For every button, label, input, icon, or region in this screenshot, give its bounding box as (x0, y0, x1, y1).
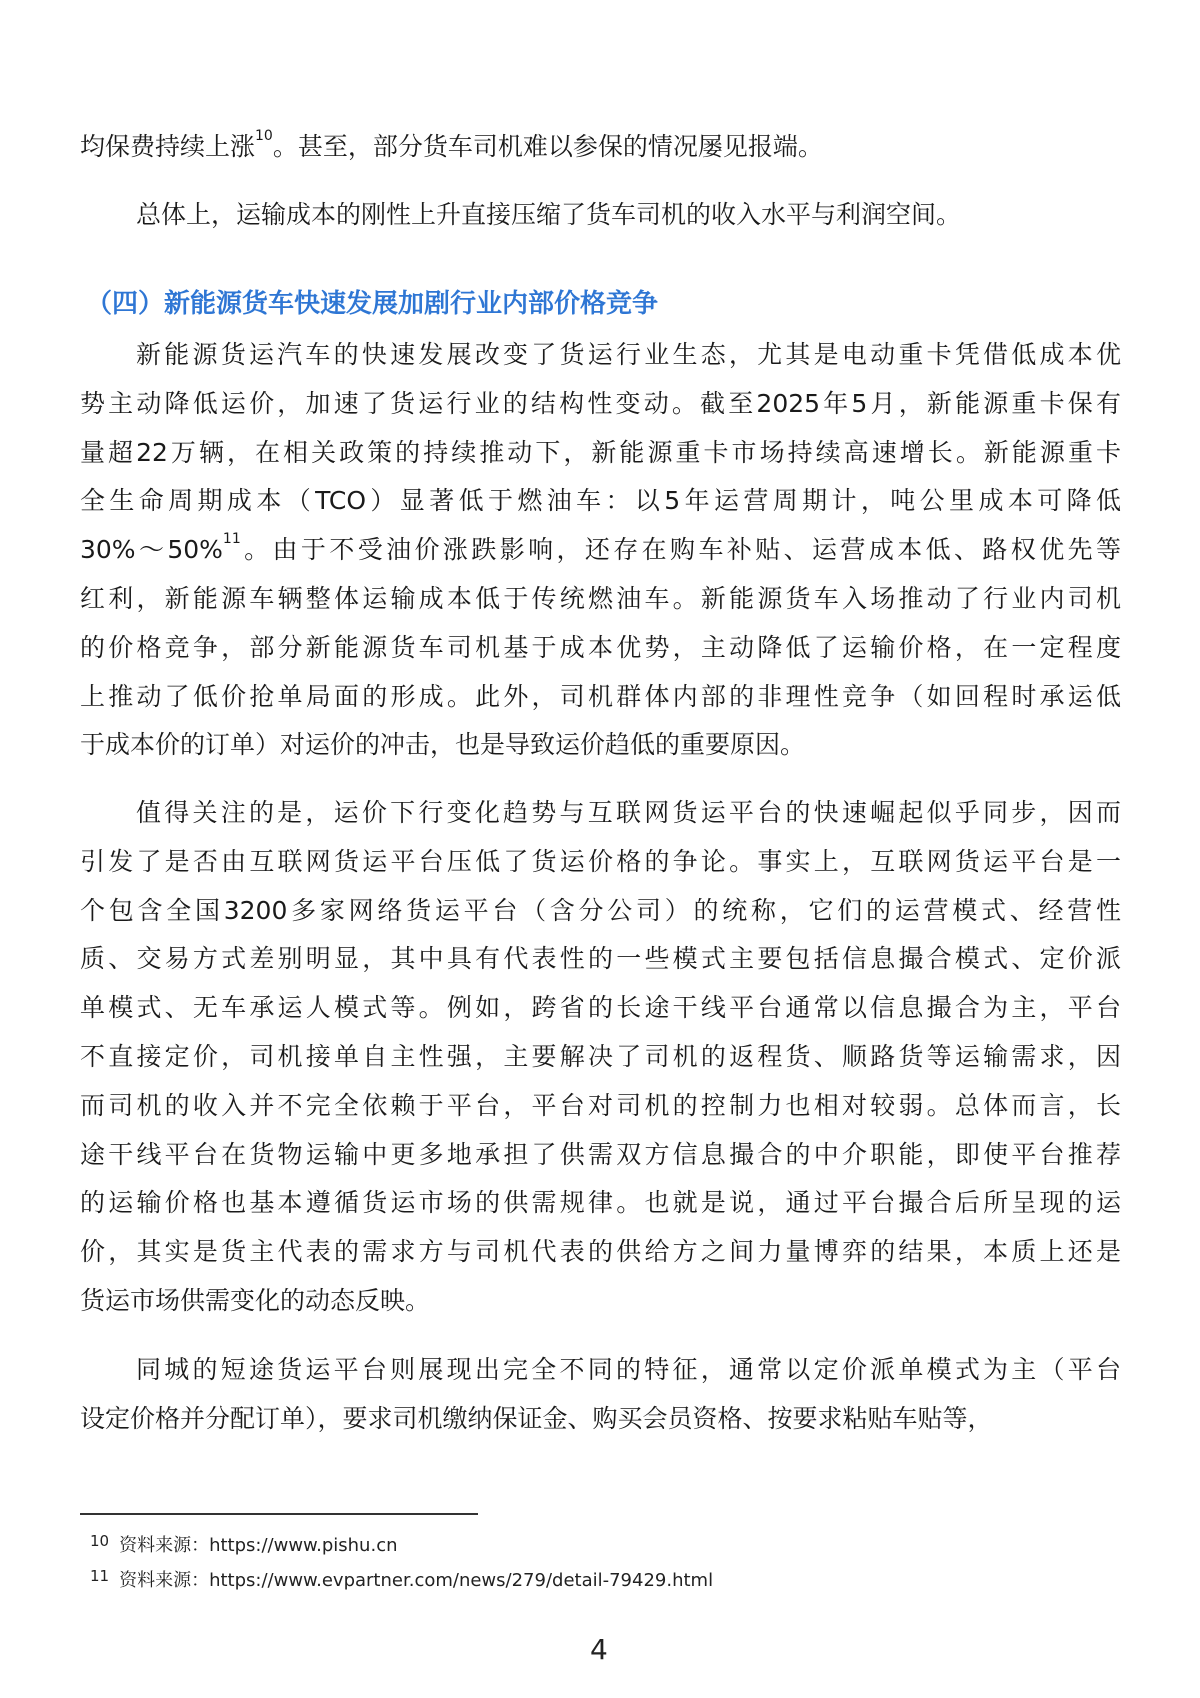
line-text: 全生命周期成本（TCO）显著低于燃油车：以5年运营周期计，吨公里成本可降低 (80, 486, 1121, 516)
footnote-11 (90, 1566, 713, 1592)
page-number: 4 (590, 1633, 608, 1666)
line-text: 而司机的收入并不完全依赖于平台，平台对司机的控制力也相对较弱。总体而言，长 (80, 1090, 1121, 1120)
line-text: 同城的短途货运平台则展现出完全不同的特征，通常以定价派单模式为主（平台 (136, 1355, 1121, 1384)
footnote-text: 资料来源：https://www.evpartner.com/news/279/detail-79429.html (119, 1570, 714, 1591)
footnote-reference[interactable]: 10 (255, 128, 273, 144)
line-text: 质、交易方式差别明显，其中具有代表性的一些模式主要包括信息撮合模式、定价派 (80, 944, 1121, 974)
line-text: 红利，新能源车辆整体运输成本低于传统燃油车。新能源货车入场推动了行业内司机 (80, 583, 1121, 613)
line-text: 途干线平台在货物运输中更多地承担了供需双方信息撮合的中介职能，即使平台推荐 (80, 1139, 1121, 1169)
line-text: 势主动降低运价，加速了货运行业的结构性变动。截至2025年5月，新能源重卡保有 (80, 388, 1121, 418)
text-line (80, 1179, 1121, 1228)
text-line (80, 984, 1121, 1033)
paragraph-platforms (80, 789, 1121, 1326)
text-line (80, 429, 1121, 478)
text-line (80, 575, 1121, 624)
text-line (80, 1346, 1121, 1395)
paragraph-continuation (80, 123, 1121, 172)
footnote-reference[interactable]: 11 (222, 531, 241, 548)
text-line (80, 1082, 1121, 1131)
footnote-number: 11 (90, 1567, 110, 1585)
text-line (80, 1131, 1121, 1180)
text-line (80, 721, 1121, 770)
line-text: 。甚至，部分货车司机难以参保的情况屡见报端。 (272, 132, 823, 161)
text-line (80, 887, 1121, 936)
text-line (80, 1228, 1121, 1277)
line-text: 设定价格并分配订单），要求司机缴纳保证金、购买会员资格、按要求粘贴车贴等， (80, 1403, 993, 1433)
paragraph-new-energy (80, 331, 1121, 770)
text-line (80, 1395, 1121, 1444)
line-text: 货运市场供需变化的动态反映。 (80, 1285, 431, 1315)
line-text: 单模式、无车承运人模式等。例如，跨省的长途干线平台通常以信息撮合为主，平台 (80, 993, 1121, 1023)
text-line (80, 673, 1121, 722)
text-line (80, 624, 1121, 673)
text-line (80, 191, 1121, 240)
line-text: 新能源货运汽车的快速发展改变了货运行业生态，尤其是电动重卡凭借低成本优 (136, 340, 1121, 369)
line-text: 总体上，运输成本的刚性上升直接压缩了货车司机的收入水平与利润空间。 (136, 200, 962, 229)
text-line (80, 1277, 1121, 1326)
line-text: 不直接定价，司机接单自主性强，主要解决了司机的返程货、顺路货等运输需求，因 (80, 1041, 1121, 1071)
text-line (80, 526, 1121, 575)
line-text: 量超22万辆，在相关政策的持续推动下，新能源重卡市场持续高速增长。新能源重卡 (80, 437, 1121, 467)
text-line (80, 477, 1121, 526)
footnote-number: 10 (90, 1532, 110, 1550)
text-line (80, 380, 1121, 429)
line-text: 值得关注的是，运价下行变化趋势与互联网货运平台的快速崛起似乎同步，因而 (136, 798, 1121, 827)
line-text: 均保费持续上涨 (80, 132, 256, 161)
text-line (80, 123, 1121, 172)
footnote-10 (90, 1531, 398, 1557)
line-text: 于成本价的订单）对运价的冲击，也是导致运价趋低的重要原因。 (80, 730, 806, 760)
paragraph-summary (80, 191, 1121, 240)
line-text: 上推动了低价抢单局面的形成。此外，司机群体内部的非理性竞争（如回程时承运低 (80, 681, 1121, 711)
footnote-divider (80, 1513, 478, 1515)
paragraph-city-platforms (80, 1346, 1121, 1444)
text-line (80, 1033, 1121, 1082)
text-line (80, 789, 1121, 838)
footnote-text: 资料来源：https://www.pishu.cn (119, 1535, 398, 1556)
line-text: 价，其实是货主代表的需求方与司机代表的供给方之间力量博弈的结果，本质上还是 (80, 1237, 1121, 1267)
section-heading: （四）新能源货车快速发展加剧行业内部价格竞争 (86, 289, 659, 319)
line-text: 引发了是否由互联网货运平台压低了货运价格的争论。事实上，互联网货运平台是一 (80, 846, 1121, 876)
text-line (80, 838, 1121, 887)
line-text: 。由于不受油价涨跌影响，还存在购车补贴、运营成本低、路权优先等 (240, 535, 1121, 565)
line-text: 的价格竞争，部分新能源货车司机基于成本优势，主动降低了运输价格，在一定程度 (80, 632, 1121, 662)
text-line (80, 331, 1121, 380)
line-text: 的运输价格也基本遵循货运市场的供需规律。也就是说，通过平台撮合后所呈现的运 (80, 1188, 1121, 1218)
line-text: 个包含全国3200多家网络货运平台（含分公司）的统称，它们的运营模式、经营性 (80, 895, 1121, 925)
line-text: 30%～50% (80, 535, 223, 565)
text-line (80, 935, 1121, 984)
